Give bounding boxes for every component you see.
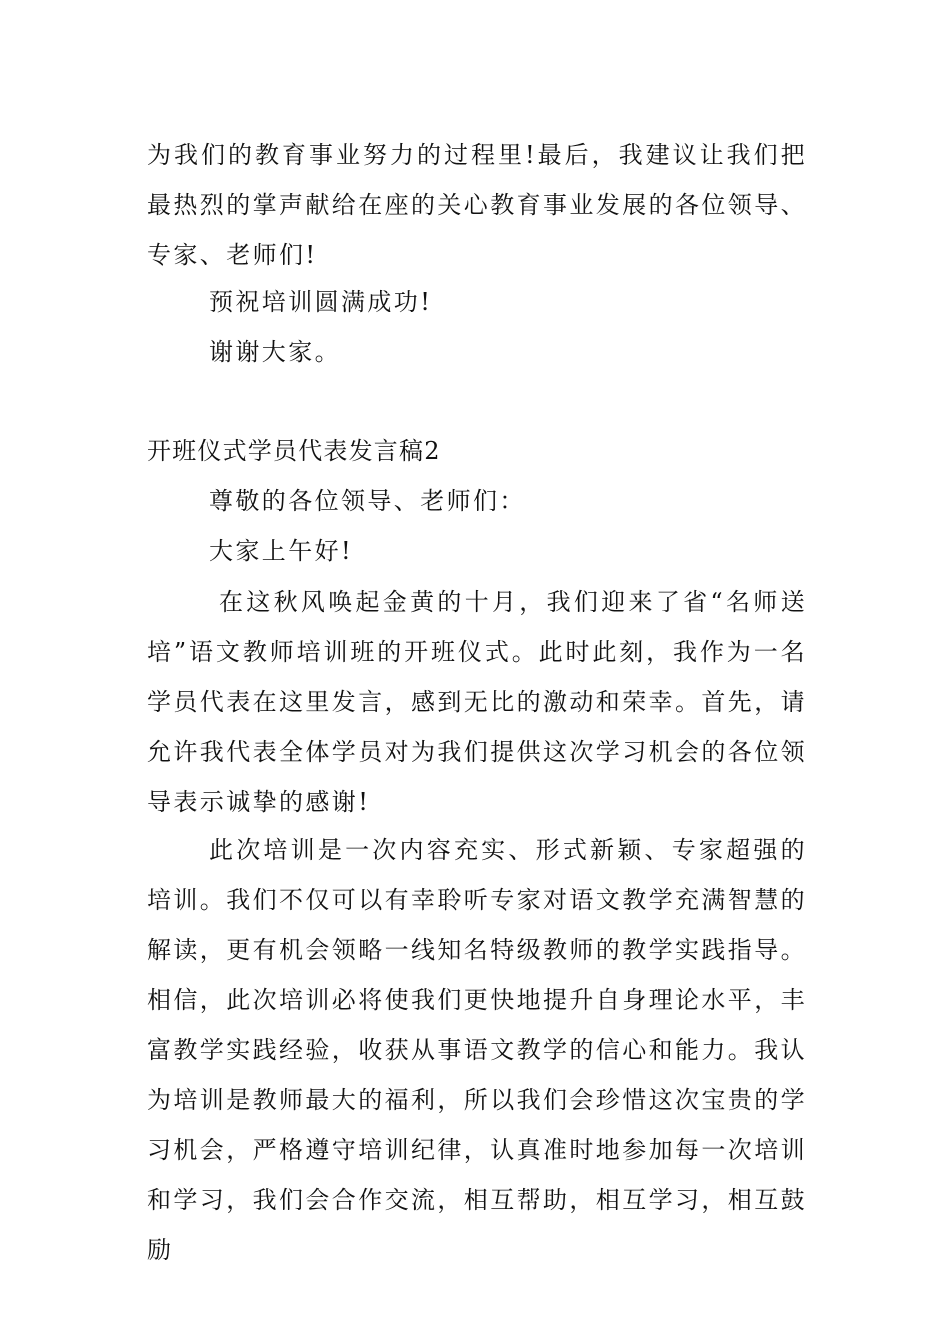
paragraph-wish: 预祝培训圆满成功! <box>209 288 433 316</box>
paragraph-training: 此次培训是一次内容充实、形式新颖、专家超强的培训。我们不仅可以有幸聆听专家对语文教学充满智慧的解读，更有机会领略一线知名特级教师的教学实践指导。相信，此次培训必将使我们更快地提升自身理论水平，丰富教学实践经验，收获从事语文教学的信心和能力。我认为培训是教师最大的福利，所以我们会珍惜这次宝贵的学习机会，严格遵守培训纪律，认真准时地参加每一次培训和学习，我们会合作交流，相互帮助，相互学习，相互鼓励 <box>147 836 807 1264</box>
section-title: 开班仪式学员代表发言稿2 <box>147 437 441 465</box>
paragraph-continuation: 为我们的教育事业努力的过程里!最后，我建议让我们把最热烈的掌声献给在座的关心教育事业发展的各位领导、专家、老师们! <box>147 141 807 269</box>
salutation: 尊敬的各位领导、老师们： <box>209 487 526 515</box>
paragraph-thanks: 谢谢大家。 <box>209 338 341 366</box>
greeting: 大家上午好! <box>209 537 354 565</box>
paragraph-intro: 在这秋风唤起金黄的十月，我们迎来了省“名师送培”语文教师培训班的开班仪式。此时此刻，我作为一名学员代表在这里发言，感到无比的激动和荣幸。首先，请允许我代表全体学员对为我们提供这次学习机会的各位领导表示诚挚的感谢! <box>147 588 807 816</box>
